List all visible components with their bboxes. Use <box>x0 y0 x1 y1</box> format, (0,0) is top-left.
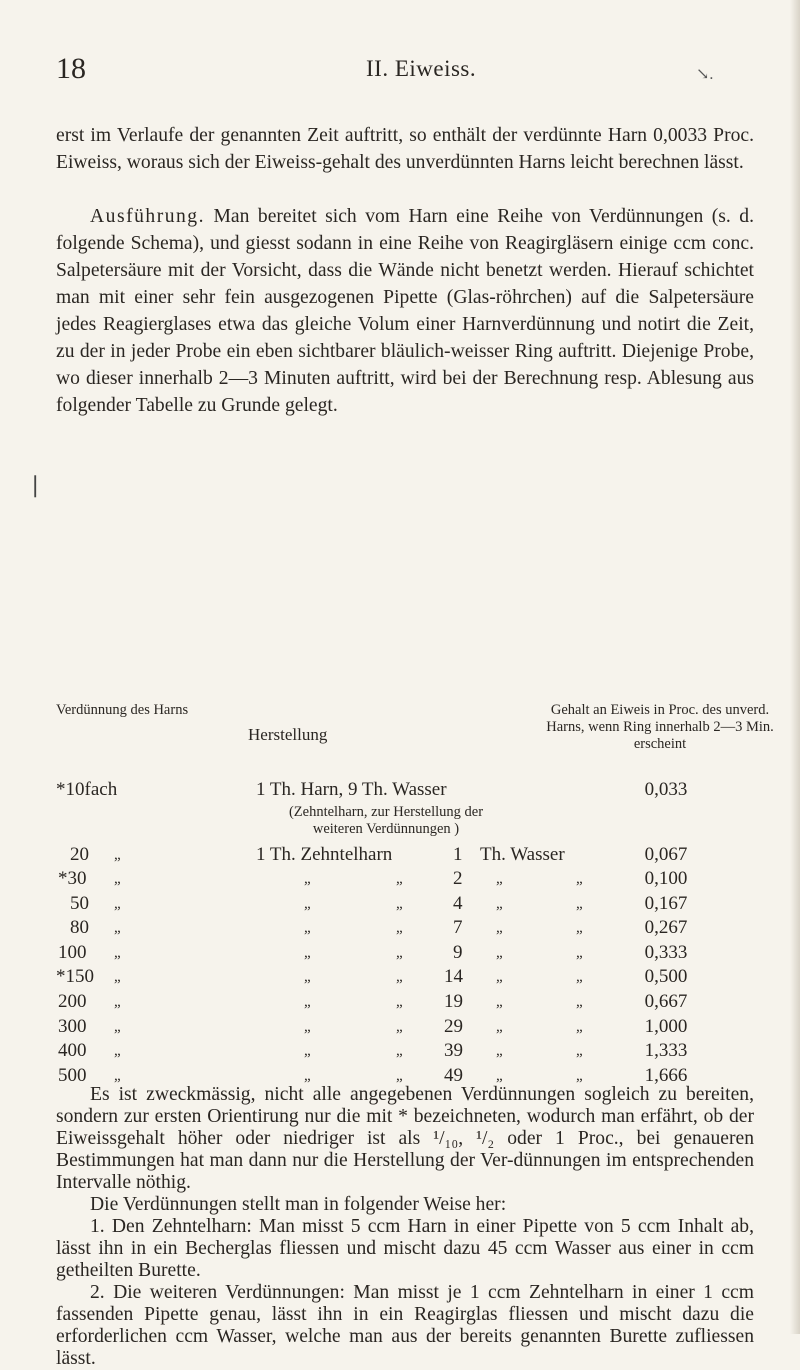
table-header-protein-content: Gehalt an Eiweis in Proc. des unverd. Harns, wenn Ring innerhalb 2—3 Min. erscheint <box>546 702 774 752</box>
ditto-mark: „ <box>304 871 311 887</box>
ditto-mark: „ <box>396 920 403 937</box>
page-edge-shadow <box>790 0 800 1334</box>
row-preparation-water: Th. Wasser <box>480 844 565 865</box>
row-dilution: 50 <box>70 892 89 914</box>
row-value: 0,667 <box>644 991 688 1012</box>
paragraph-4: Die Verdünnungen stellt man in folgender Weise her: <box>90 1194 507 1215</box>
ditto-mark: „ <box>496 895 503 912</box>
ditto-mark: „ <box>304 895 311 912</box>
row-dilution: 80 <box>70 917 89 939</box>
ditto-mark: „ <box>114 1067 121 1084</box>
ditto-mark: „ <box>114 1018 121 1035</box>
ditto-mark: „ <box>114 871 121 887</box>
row-parts: 39 <box>444 1040 463 1062</box>
ditto-mark: „ <box>496 994 503 1010</box>
ditto-mark: „ <box>496 1018 503 1035</box>
ditto-mark: „ <box>496 944 503 961</box>
row-value: 1,333 <box>644 1040 688 1062</box>
ditto-mark: „ <box>496 969 503 986</box>
paragraph-1: erst im Verlaufe der genannten Zeit auftritt, so enthält der verdünnte Harn 0,0033 Proc. Eiweiss, woraus sich der Eiweiss-gehalt des unverdünnten Harns leicht berechnen lässt. <box>56 125 754 173</box>
ditto-mark: „ <box>114 895 121 912</box>
page-header <box>56 52 776 92</box>
ditto-mark: „ <box>396 895 403 912</box>
row-value: 0,333 <box>644 941 688 963</box>
row-parts: 29 <box>444 1015 463 1037</box>
row-parts: 7 <box>453 917 463 939</box>
row-dilution: 400 <box>58 1040 87 1062</box>
paragraph-5: 1. Den Zehntelharn: Man misst 5 ccm Harn in einer Pipette von 5 ccm Inhalt ab, lässt ihn in ein Becherglas fliessen und mischt dazu 45 ccm Wasser aus einer in ccm getheilten Burette. <box>56 1216 754 1281</box>
row-value: 0,167 <box>644 892 688 914</box>
ditto-mark: „ <box>396 994 403 1010</box>
ditto-mark: „ <box>304 1018 311 1035</box>
row-parts: 49 <box>444 1064 463 1086</box>
ditto-mark: „ <box>396 969 403 986</box>
row-dilution: *30 <box>58 868 87 889</box>
row-dilution: 200 <box>58 991 87 1012</box>
ditto-mark: „ <box>576 871 583 887</box>
row-value: 0,100 <box>644 868 688 889</box>
row-parts: 4 <box>453 892 463 914</box>
running-head: II. Eiweiss. <box>366 56 477 81</box>
ditto-mark: „ <box>114 847 121 863</box>
row-dilution: *150 <box>56 966 94 988</box>
ditto-mark: „ <box>304 994 311 1010</box>
row-parts: 1 <box>453 844 463 865</box>
row-preparation: 1 Th. Harn, 9 Th. Wasser <box>256 779 447 800</box>
ditto-mark: „ <box>576 1067 583 1084</box>
ausfuehrung-heading: Ausführung. <box>90 206 206 227</box>
ditto-mark: „ <box>576 944 583 961</box>
ditto-mark: „ <box>496 1043 503 1060</box>
row-preparation: 1 Th. Zehntelharn <box>256 844 393 865</box>
paragraph-6: 2. Die weiteren Verdünnungen: Man misst je 1 ccm Zehntelharn in einer 1 ccm fassenden Pipette genau, lässt ihn in ein Reagirglas fliessen und mischt dazu die erforderlichen ccm Wasser, welche man aus der bereits genannten Burette zufliessen lässt. <box>56 1282 754 1369</box>
ditto-mark: „ <box>396 1043 403 1060</box>
margin-bracket-icon: ❘ <box>26 472 45 497</box>
ditto-mark: „ <box>114 920 121 937</box>
row-parts: 2 <box>453 868 463 889</box>
ditto-mark: „ <box>576 1043 583 1060</box>
ditto-mark: „ <box>576 920 583 937</box>
ditto-mark: „ <box>304 920 311 937</box>
table-header-preparation: Herstellung <box>248 725 328 744</box>
ditto-mark: „ <box>576 1018 583 1035</box>
row-dilution: 100 <box>58 941 87 963</box>
ditto-mark: „ <box>396 871 403 887</box>
ditto-mark: „ <box>114 1043 121 1060</box>
ditto-mark: „ <box>114 994 121 1010</box>
ditto-mark: „ <box>396 944 403 961</box>
ausfuehrung-body: Man bereitet sich vom Harn eine Reihe von Verdünnungen (s. d. folgende Schema), und giesst sodann in eine Reihe von Reagirgläsern einige ccm conc. Salpetersäure mit der Vorsicht, dass die Wände nicht benetzt werden. Hierauf schichtet man mit einer sehr fein ausgezogenen Pipette (Glas-röhrchen) auf die Salpetersäure jedes Reagierglases etwa das gleiche Volum einer Harnverdünnung und notirt die Zeit, zu der in jeder Probe ein eben sichtbarer bläulich-weisser Ring auftritt. Diejenige Probe, wo dieser innerhalb 2—3 Minuten auftritt, wird bei der Berechnung resp. Ablesung aus folgender Tabelle zu Grunde gelegt. <box>56 206 754 416</box>
row-dilution: *10fach <box>56 779 118 800</box>
paragraph-ausfuehrung <box>56 203 754 419</box>
row-value: 0,500 <box>644 966 688 988</box>
row-note: (Zehntelharn, zur Herstellung der weiteren Verdünnungen ) <box>288 804 484 837</box>
dilution-table <box>56 702 776 1086</box>
ditto-mark: „ <box>396 1018 403 1035</box>
header-mark: ↘. <box>696 66 714 83</box>
row-dilution: 500 <box>58 1064 87 1086</box>
ditto-mark: „ <box>496 1067 503 1084</box>
table-header-dilution: Verdünnung des Harns <box>56 702 189 718</box>
row-parts: 9 <box>453 941 463 963</box>
ditto-mark: „ <box>114 944 121 961</box>
row-dilution: 20 <box>70 844 89 865</box>
ditto-mark: „ <box>304 1067 311 1084</box>
paragraph-3: Es ist zweckmässig, nicht alle angegebenen Verdünnungen sogleich zu bereiten, sondern zur ersten Orientirung nur die mit * bezeichneten, wodurch man erfährt, ob der Eiweissgehalt höher oder niedriger ist als ¹/₁₀, ¹/₂ oder 1 Proc., bei genaueren Bestimmungen hat man dann nur die Herstellung der Ver-dünnungen im entsprechenden Intervalle nöthig. <box>56 1084 754 1193</box>
ditto-mark: „ <box>496 920 503 937</box>
row-value: 0,067 <box>644 844 688 865</box>
ditto-mark: „ <box>114 969 121 986</box>
ditto-mark: „ <box>576 969 583 986</box>
row-parts: 19 <box>444 991 463 1012</box>
row-value: 0,033 <box>644 779 688 800</box>
page-number: 18 <box>56 52 86 85</box>
row-parts: 14 <box>444 966 463 988</box>
ditto-mark: „ <box>576 994 583 1010</box>
ditto-mark: „ <box>304 969 311 986</box>
row-value: 1,000 <box>644 1015 688 1037</box>
row-value: 1,666 <box>644 1064 688 1086</box>
row-value: 0,267 <box>644 917 688 939</box>
ditto-mark: „ <box>304 944 311 961</box>
ditto-mark: „ <box>496 871 503 887</box>
ditto-mark: „ <box>304 1043 311 1060</box>
row-dilution: 300 <box>58 1015 87 1037</box>
ditto-mark: „ <box>396 1067 403 1084</box>
ditto-mark: „ <box>576 895 583 912</box>
